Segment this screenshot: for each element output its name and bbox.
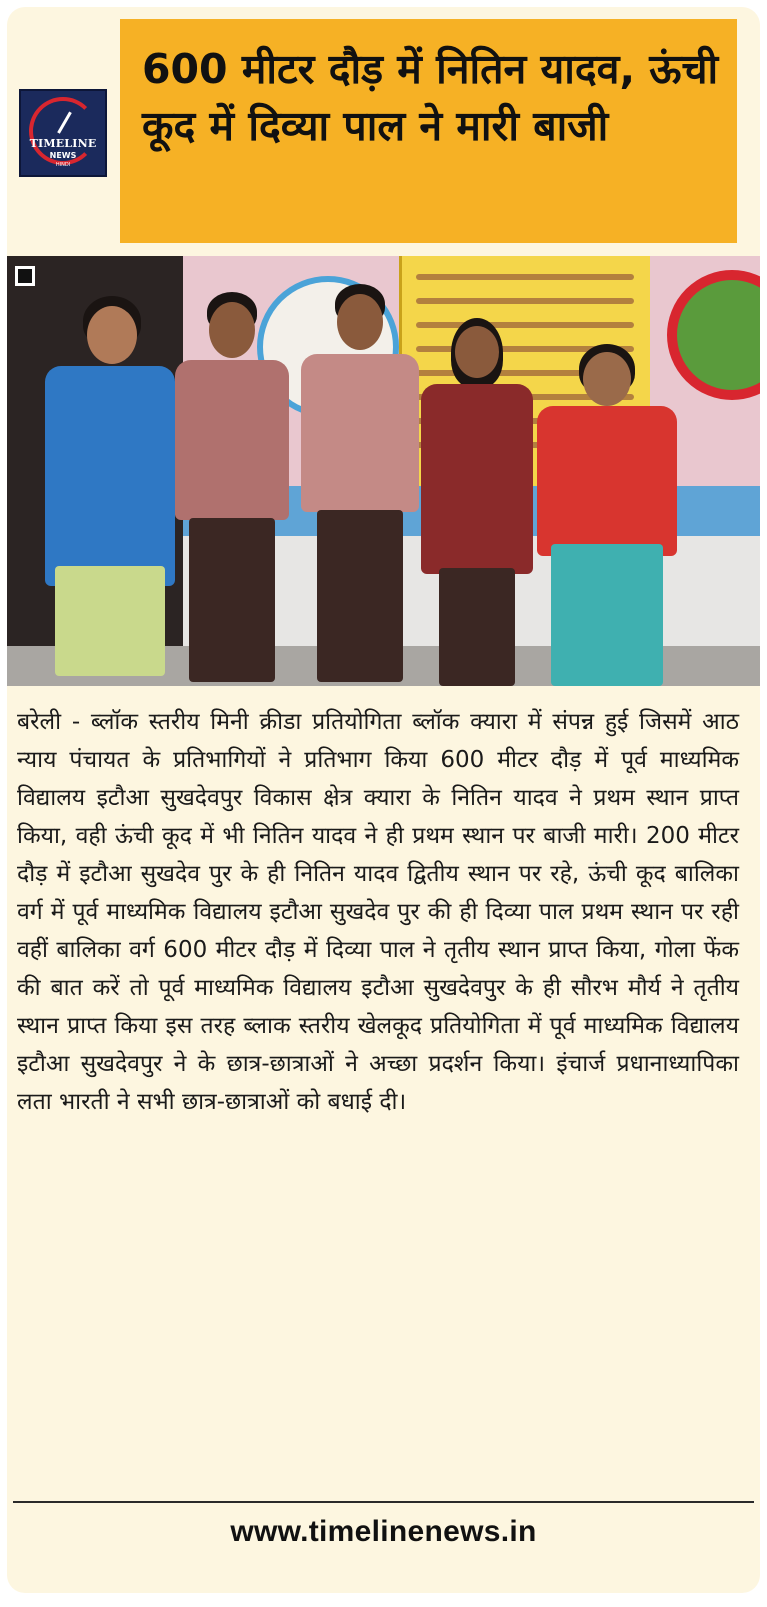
photo-person-3	[295, 284, 425, 682]
logo-name: TIMELINE	[29, 137, 97, 150]
headline-box	[120, 19, 737, 243]
photo-corner-icon	[15, 266, 35, 286]
photo-person-4	[417, 318, 537, 686]
news-card	[7, 7, 760, 1593]
logo-tiny: HINDI	[55, 162, 71, 168]
article-body: बरेली - ब्लॉक स्तरीय मिनी क्रीडा प्रतियोगिता ब्लॉक क्यारा में संपन्न हुई जिसमें आठ न्याय पंचायत के प्रतिभागियों ने प्रतिभाग किया 600 मीटर दौड़ में पूर्व माध्यमिक विद्यालय इटौआ सुखदेवपुर विकास क्षेत्र क्यारा के नितिन यादव ने प्रथम स्थान प्राप्त किया, वही ऊंची कूद में भी नितिन यादव ने ही प्रथम स्थान पर बाजी मारी। 200 मीटर दौड़ में इटौआ सुखदेव पुर के ही नितिन यादव द्वितीय स्थान पर रहे, ऊंची कूद बालिका वर्ग में पूर्व माध्यमिक विद्यालय इटौआ सुखदेव पुर की ही दिव्या पाल प्रथम स्थान पर रही वहीं बालिका वर्ग 600 मीटर दौड़ में दिव्या पाल ने तृतीय स्थान प्राप्त किया, गोला फेंक की बात करें तो पूर्व माध्यमिक विद्यालय इटौआ सुखदेवपुर के ही सौरभ मौर्य ने तृतीय स्थान प्राप्त किया इस तरह ब्लाक स्तरीय खेलकूद प्रतियोगिता में पूर्व माध्यमिक विद्यालय इटौआ सुखदेवपुर ने के छात्र-छात्राओं ने अच्छा प्रदर्शन किया। इंचार्ज प्रधानाध्यापिका लता भारती ने सभी छात्र-छात्राओं को बधाई दी।	[17, 709, 739, 1115]
photo-person-2	[167, 292, 297, 682]
photo-person-1	[35, 296, 185, 686]
news-photo	[7, 256, 760, 686]
footer-url[interactable]: www.timelinenews.in	[230, 1515, 537, 1548]
logo-sub: NEWS	[49, 151, 77, 160]
photo-person-5	[527, 344, 687, 686]
timeline-news-logo	[19, 89, 107, 177]
header	[7, 7, 760, 247]
footer-divider	[13, 1501, 754, 1503]
headline: 600 मीटर दौड़ में नितिन यादव, ऊंची कूद में दिव्या पाल ने मारी बाजी	[142, 45, 719, 150]
